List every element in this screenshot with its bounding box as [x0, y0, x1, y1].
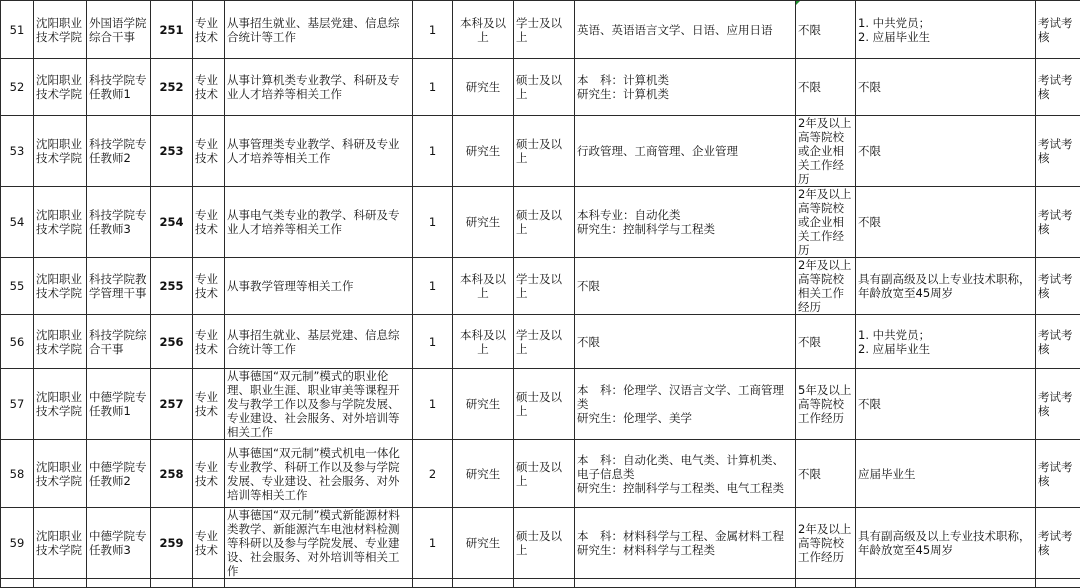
- exam-method: 考试考核: [1036, 116, 1080, 187]
- exam-method: 考试考核: [1036, 258, 1080, 315]
- major-requirement: [575, 59, 796, 116]
- other-requirement-line: 具有副高级及以上专业技术职称，: [858, 272, 1033, 286]
- headcount: 1: [413, 315, 453, 369]
- major-requirement: [575, 440, 796, 508]
- major-requirement: [575, 508, 796, 579]
- other-requirement-line: 应届毕业生: [858, 467, 1033, 481]
- job-duty: 从事招生就业、基层党建、信息综合统计等工作: [225, 315, 413, 369]
- position-type: 专业技术: [193, 258, 225, 315]
- other-requirement-line: 2. 应届毕业生: [858, 342, 1033, 356]
- empty-cell: [413, 579, 453, 588]
- experience-requirement: 2年及以上高等院校或企业相关工作经历: [796, 116, 856, 187]
- job-duty: 从事招生就业、基层党建、信息综合统计等工作: [225, 1, 413, 59]
- department-position: 科技学院综合干事: [87, 315, 151, 369]
- degree: 硕士及以上: [514, 440, 575, 508]
- major-requirement: [575, 187, 796, 258]
- major-requirement: [575, 369, 796, 440]
- other-requirement: [856, 508, 1036, 579]
- experience-requirement: 2年及以上高等院校相关工作经历: [796, 258, 856, 315]
- education: 本科及以上: [453, 315, 514, 369]
- experience-requirement: 2年及以上高等院校或企业相关工作经历: [796, 187, 856, 258]
- unit-name: 沈阳职业技术学院: [34, 369, 87, 440]
- other-requirement-line: 不限: [858, 215, 1033, 229]
- other-requirement: [856, 1, 1036, 59]
- table-row: [1, 258, 1080, 315]
- headcount: 2: [413, 440, 453, 508]
- unit-name: 沈阳职业技术学院: [34, 440, 87, 508]
- job-duty: 从事德国“双元制”模式的职业伦理、职业生涯、职业审美等课程开发与教学工作以及参与学院发展、专业建设、社会服务、对外培训等相关工作: [225, 369, 413, 440]
- empty-cell: [193, 579, 225, 588]
- table-row: [1, 508, 1080, 579]
- row-index: 51: [1, 1, 34, 59]
- other-requirement: [856, 116, 1036, 187]
- job-duty: 从事计算机类专业教学、科研及专业人才培养等相关工作: [225, 59, 413, 116]
- empty-cell: [453, 579, 514, 588]
- row-index: 53: [1, 116, 34, 187]
- position-code: 252: [151, 59, 193, 116]
- position-code: 253: [151, 116, 193, 187]
- unit-name: 沈阳职业技术学院: [34, 258, 87, 315]
- unit-name: 沈阳职业技术学院: [34, 187, 87, 258]
- position-code: 258: [151, 440, 193, 508]
- department-position: 外国语学院综合干事: [87, 1, 151, 59]
- major-requirement: [575, 258, 796, 315]
- other-requirement: [856, 59, 1036, 116]
- other-requirement: [856, 369, 1036, 440]
- exam-method: 考试考核: [1036, 508, 1080, 579]
- other-requirement-line: 2. 应届毕业生: [858, 30, 1033, 44]
- row-index: 59: [1, 508, 34, 579]
- row-index: 52: [1, 59, 34, 116]
- empty-cell: [514, 579, 575, 588]
- other-requirement: [856, 258, 1036, 315]
- headcount: 1: [413, 1, 453, 59]
- department-position: 科技学院专任教师2: [87, 116, 151, 187]
- table-body: [1, 1, 1080, 588]
- other-requirement: [856, 315, 1036, 369]
- table-row-partial: [1, 579, 1080, 588]
- unit-name: 沈阳职业技术学院: [34, 116, 87, 187]
- department-position: 中德学院专任教师1: [87, 369, 151, 440]
- other-requirement-line: 不限: [858, 397, 1033, 411]
- unit-name: 沈阳职业技术学院: [34, 508, 87, 579]
- education: 本科及以上: [453, 1, 514, 59]
- major-requirement-line: 研究生：控制科学与工程类: [577, 222, 793, 236]
- table-row: [1, 1, 1080, 59]
- experience-requirement: 5年及以上高等院校工作经历: [796, 369, 856, 440]
- position-type: 专业技术: [193, 116, 225, 187]
- other-requirement: [856, 440, 1036, 508]
- education: 研究生: [453, 508, 514, 579]
- department-position: 科技学院教学管理干事: [87, 258, 151, 315]
- headcount: 1: [413, 116, 453, 187]
- major-requirement-line: 不限: [577, 279, 793, 293]
- experience-requirement: 不限: [796, 1, 856, 59]
- table-row: [1, 187, 1080, 258]
- exam-method: 考试考核: [1036, 440, 1080, 508]
- education: 本科及以上: [453, 258, 514, 315]
- row-index: 58: [1, 440, 34, 508]
- degree: 学士及以上: [514, 1, 575, 59]
- major-requirement: [575, 315, 796, 369]
- job-duty: 从事管理类专业教学、科研及专业人才培养等相关工作: [225, 116, 413, 187]
- position-code: 256: [151, 315, 193, 369]
- empty-cell: [225, 579, 413, 588]
- other-requirement-line: 年龄放宽至45周岁: [858, 543, 1033, 557]
- row-index: 54: [1, 187, 34, 258]
- position-type: 专业技术: [193, 369, 225, 440]
- unit-name: 沈阳职业技术学院: [34, 315, 87, 369]
- major-requirement: [575, 116, 796, 187]
- education: 研究生: [453, 59, 514, 116]
- headcount: 1: [413, 59, 453, 116]
- other-requirement-line: 不限: [858, 80, 1033, 94]
- table-row: [1, 59, 1080, 116]
- job-duty: 从事德国“双元制”模式机电一体化专业教学、科研工作以及参与学院发展、专业建设、社会服务、对外培训等相关工作: [225, 440, 413, 508]
- empty-cell: [575, 579, 796, 588]
- headcount: 1: [413, 258, 453, 315]
- position-code: 257: [151, 369, 193, 440]
- major-requirement: [575, 1, 796, 59]
- table-row: [1, 440, 1080, 508]
- education: 研究生: [453, 369, 514, 440]
- degree: 硕士及以上: [514, 116, 575, 187]
- major-requirement-line: 本 科：自动化类、电气类、计算机类、电子信息类: [577, 453, 793, 481]
- exam-method: 考试考核: [1036, 1, 1080, 59]
- position-code: 259: [151, 508, 193, 579]
- department-position: 中德学院专任教师2: [87, 440, 151, 508]
- position-type: 专业技术: [193, 440, 225, 508]
- degree: 学士及以上: [514, 315, 575, 369]
- empty-cell: [796, 579, 856, 588]
- other-requirement-line: 不限: [858, 144, 1033, 158]
- empty-cell: [1, 579, 34, 588]
- row-index: 56: [1, 315, 34, 369]
- other-requirement-line: 具有副高级及以上专业技术职称，: [858, 529, 1033, 543]
- table-row: [1, 315, 1080, 369]
- exam-method: 考试考核: [1036, 187, 1080, 258]
- department-position: 中德学院专任教师3: [87, 508, 151, 579]
- job-duty: 从事电气类专业的教学、科研及专业人才培养等相关工作: [225, 187, 413, 258]
- headcount: 1: [413, 369, 453, 440]
- row-index: 57: [1, 369, 34, 440]
- table-row: [1, 369, 1080, 440]
- position-type: 专业技术: [193, 315, 225, 369]
- education: 研究生: [453, 187, 514, 258]
- major-requirement-line: 研究生：计算机类: [577, 87, 793, 101]
- position-type: 专业技术: [193, 59, 225, 116]
- major-requirement-line: 本 科：伦理学、汉语言文学、工商管理类: [577, 383, 793, 411]
- empty-cell: [856, 579, 1036, 588]
- empty-cell: [1036, 579, 1080, 588]
- exam-method: 考试考核: [1036, 59, 1080, 116]
- exam-method: 考试考核: [1036, 369, 1080, 440]
- degree: 硕士及以上: [514, 369, 575, 440]
- degree: 学士及以上: [514, 258, 575, 315]
- empty-cell: [151, 579, 193, 588]
- position-type: 专业技术: [193, 508, 225, 579]
- major-requirement-line: 本 科：材料科学与工程、金属材料工程: [577, 529, 793, 543]
- major-requirement-line: 本 科：计算机类: [577, 73, 793, 87]
- row-index: 55: [1, 258, 34, 315]
- headcount: 1: [413, 187, 453, 258]
- department-position: 科技学院专任教师1: [87, 59, 151, 116]
- degree: 硕士及以上: [514, 187, 575, 258]
- position-code: 254: [151, 187, 193, 258]
- major-requirement-line: 研究生：材料科学与工程类: [577, 543, 793, 557]
- position-code: 255: [151, 258, 193, 315]
- major-requirement-line: 研究生：伦理学、美学: [577, 411, 793, 425]
- headcount: 1: [413, 508, 453, 579]
- degree: 硕士及以上: [514, 59, 575, 116]
- experience-requirement: 2年及以上高等院校工作经历: [796, 508, 856, 579]
- department-position: 科技学院专任教师3: [87, 187, 151, 258]
- position-type: 专业技术: [193, 1, 225, 59]
- major-requirement-line: 研究生：控制科学与工程类、电气工程类: [577, 481, 793, 495]
- major-requirement-line: 不限: [577, 335, 793, 349]
- experience-requirement: 不限: [796, 440, 856, 508]
- position-type: 专业技术: [193, 187, 225, 258]
- education: 研究生: [453, 440, 514, 508]
- experience-requirement: 不限: [796, 315, 856, 369]
- job-duty: 从事德国“双元制”模式新能源材料类教学、新能源汽车电池材料检测等科研以及参与学院发展、专业建设、社会服务、对外培训等相关工作: [225, 508, 413, 579]
- position-code: 251: [151, 1, 193, 59]
- major-requirement-line: 英语、英语语言文学、日语、应用日语: [577, 23, 793, 37]
- major-requirement-line: 行政管理、工商管理、企业管理: [577, 144, 793, 158]
- other-requirement-line: 年龄放宽至45周岁: [858, 286, 1033, 300]
- experience-requirement: 不限: [796, 59, 856, 116]
- other-requirement-line: 1. 中共党员；: [858, 328, 1033, 342]
- degree: 硕士及以上: [514, 508, 575, 579]
- unit-name: 沈阳职业技术学院: [34, 1, 87, 59]
- other-requirement-line: 1. 中共党员；: [858, 16, 1033, 30]
- unit-name: 沈阳职业技术学院: [34, 59, 87, 116]
- education: 研究生: [453, 116, 514, 187]
- empty-cell: [34, 579, 87, 588]
- major-requirement-line: 本科专业：自动化类: [577, 208, 793, 222]
- exam-method: 考试考核: [1036, 315, 1080, 369]
- table-row: [1, 116, 1080, 187]
- job-duty: 从事教学管理等相关工作: [225, 258, 413, 315]
- other-requirement: [856, 187, 1036, 258]
- empty-cell: [87, 579, 151, 588]
